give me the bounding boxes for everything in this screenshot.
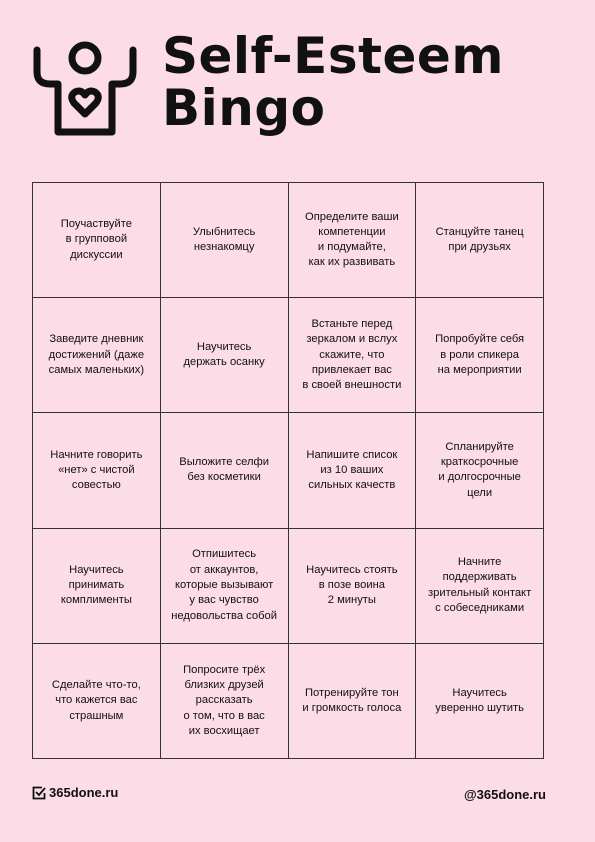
bingo-cell[interactable]: Отпишитесь от аккаунтов, которые вызывают у вас чувство недовольства собой xyxy=(161,529,289,644)
bingo-cell[interactable]: Станцуйте танец при друзьях xyxy=(416,183,544,298)
bingo-cell[interactable]: Попробуйте себя в роли спикера на мероприятии xyxy=(416,298,544,413)
bingo-cell[interactable]: Встаньте перед зеркалом и вслух скажите, что привлекает вас в своей внешности xyxy=(289,298,417,413)
bingo-cell[interactable]: Спланируйте краткосрочные и долгосрочные цели xyxy=(416,413,544,528)
footer-site xyxy=(32,785,118,800)
bingo-cell[interactable]: Потренируйте тон и громкость голоса xyxy=(289,644,417,759)
checkbox-check-icon xyxy=(32,786,46,800)
bingo-cell[interactable]: Научитесь стоять в позе воина 2 минуты xyxy=(289,529,417,644)
header xyxy=(32,27,562,150)
bingo-cell[interactable]: Сделайте что-то, что кажется вас страшным xyxy=(33,644,161,759)
page-title xyxy=(162,27,504,137)
bingo-grid xyxy=(32,182,544,759)
bingo-cell[interactable]: Заведите дневник достижений (даже самых маленьких) xyxy=(33,298,161,413)
bingo-cell[interactable]: Выложите селфи без косметики xyxy=(161,413,289,528)
site-link[interactable]: 365done.ru xyxy=(49,785,119,800)
bingo-cell[interactable]: Начните говорить «нет» с чистой совестью xyxy=(33,413,161,528)
person-arms-raised-heart-icon xyxy=(32,38,138,138)
bingo-cell[interactable]: Напишите список из 10 ваших сильных качеств xyxy=(289,413,417,528)
bingo-cell[interactable]: Научитесь держать осанку xyxy=(161,298,289,413)
bingo-cell[interactable]: Научитесь уверенно шутить xyxy=(416,644,544,759)
bingo-cell[interactable]: Определите ваши компетенции и подумайте, как их развивать xyxy=(289,183,417,298)
bingo-cell[interactable]: Поучаствуйте в групповой дискуссии xyxy=(33,183,161,298)
title-line-1: Self-Esteem xyxy=(162,27,504,85)
title-line-2: Bingo xyxy=(162,79,326,137)
bingo-cell[interactable]: Начните поддерживать зрительный контакт с собеседниками xyxy=(416,529,544,644)
bingo-cell[interactable]: Улыбнитесь незнакомцу xyxy=(161,183,289,298)
bingo-cell[interactable]: Научитесь принимать комплименты xyxy=(33,529,161,644)
footer-handle[interactable]: @365done.ru xyxy=(463,787,546,802)
bingo-cell[interactable]: Попросите трёх близких друзей рассказать о том, что в вас их восхищает xyxy=(161,644,289,759)
